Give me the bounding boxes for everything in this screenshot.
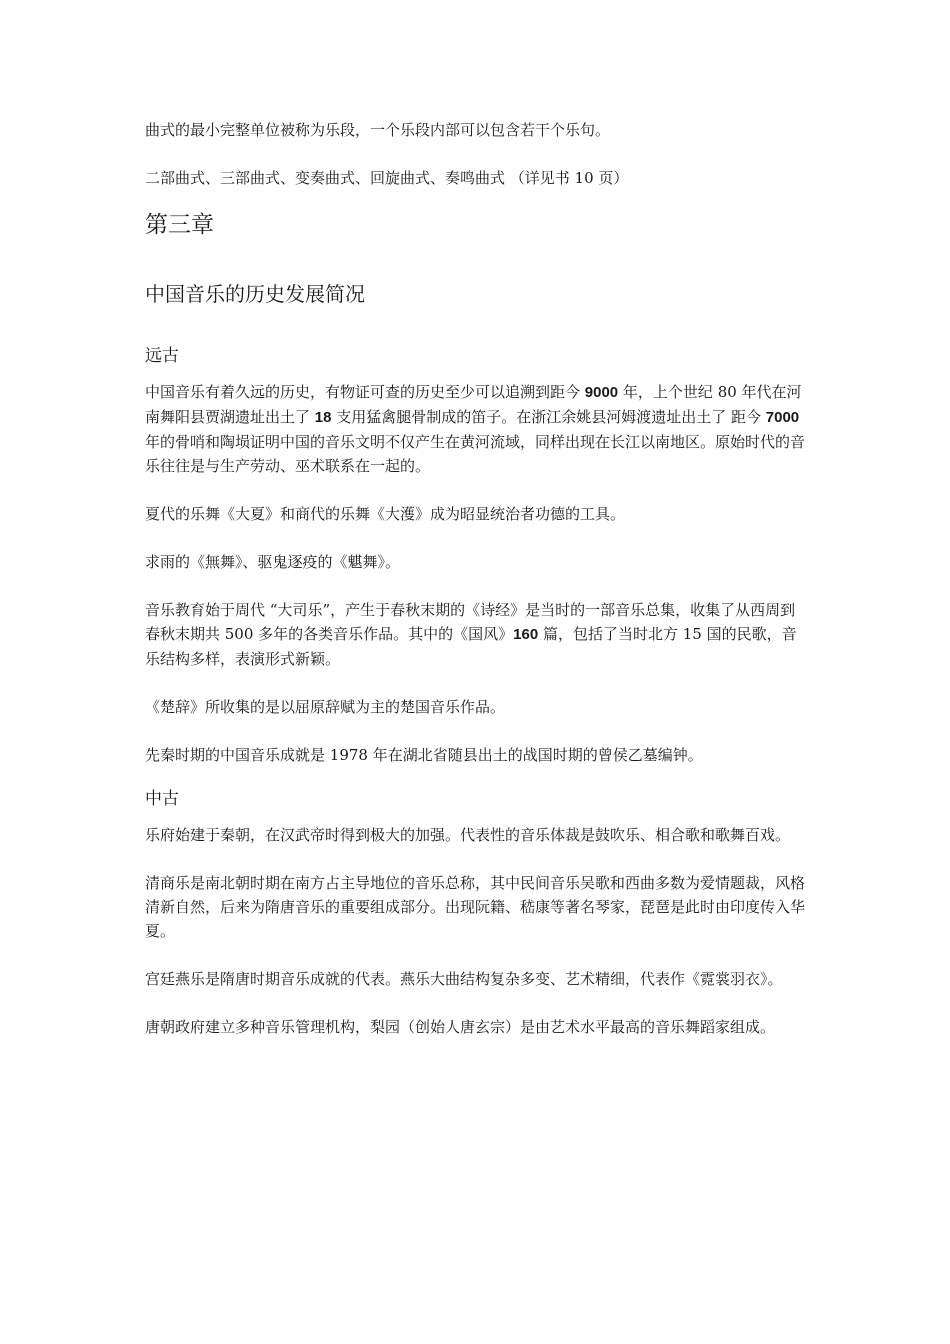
ancient-paragraph-2: 夏代的乐舞《大夏》和商代的乐舞《大濩》成为昭显统治者功德的工具。 xyxy=(145,505,626,523)
intro-paragraph-2: 二部曲式、三部曲式、变奏曲式、回旋曲式、奏鸣曲式 （详见书 10 页） xyxy=(145,169,629,187)
ancient-paragraph-4: 音乐教育始于周代 “大司乐”，产生于春秋末期的《诗经》是当时的一部音乐总集，收集了从西周到春秋末期共 500 多年的各类音乐作品。其中的《国风》160 篇，包括了当时北方 15 国的民歌，音乐结构多样，表演形式新颖。 xyxy=(145,601,797,668)
middle-paragraph-3: 宫廷燕乐是隋唐时期音乐成就的代表。燕乐大曲结构复杂多变、艺术精细，代表作《霓裳羽衣》。 xyxy=(145,970,783,988)
heading-middle: 中古 xyxy=(145,789,179,809)
document-body xyxy=(145,118,810,1039)
section-title: 中国音乐的历史发展简况 xyxy=(145,282,365,306)
middle-paragraph-4: 唐朝政府建立多种音乐管理机构，梨园（创始人唐玄宗）是由艺术水平最高的音乐舞蹈家组成。 xyxy=(145,1018,776,1036)
middle-paragraph-1: 乐府始建于秦朝，在汉武帝时得到极大的加强。代表性的音乐体裁是鼓吹乐、相合歌和歌舞百戏。 xyxy=(145,826,791,844)
chapter-title: 第三章 xyxy=(145,212,214,238)
middle-paragraph-2: 清商乐是南北朝时期在南方占主导地位的音乐总称，其中民间音乐吴歌和西曲多数为爱情题裁，风格清新自然，后来为隋唐音乐的重要组成部分。出现阮籍、嵇康等著名琴家，琵琶是此时由印度传入华夏。 xyxy=(145,874,806,940)
ancient-paragraph-5: 《楚辞》所收集的是以屈原辞赋为主的楚国音乐作品。 xyxy=(145,698,506,716)
ancient-paragraph-3: 求雨的《無舞》、驱鬼逐疫的《魌舞》。 xyxy=(145,553,401,571)
intro-paragraph-1: 曲式的最小完整单位被称为乐段，一个乐段内部可以包含若干个乐句。 xyxy=(145,121,611,139)
ancient-paragraph-6: 先秦时期的中国音乐成就是 1978 年在湖北省随县出土的战国时期的曾侯乙墓编钟。 xyxy=(145,746,703,764)
ancient-paragraph-1: 中国音乐有着久远的历史，有物证可查的历史至少可以追溯到距今 9000 年，上个世纪 80 年代在河南舞阳县贾湖遗址出土了 18 支用猛禽腿骨制成的笛子。在浙江余姚县河姆渡遗址出土了 距今 7000 年的骨哨和陶埙证明中国的音乐文明不仅产生在黄河流域，同样出现在长江以南地区。原始时代的音乐往往是与生产劳动、巫术联系在一起的。 xyxy=(145,383,806,475)
heading-ancient: 远古 xyxy=(145,346,179,366)
